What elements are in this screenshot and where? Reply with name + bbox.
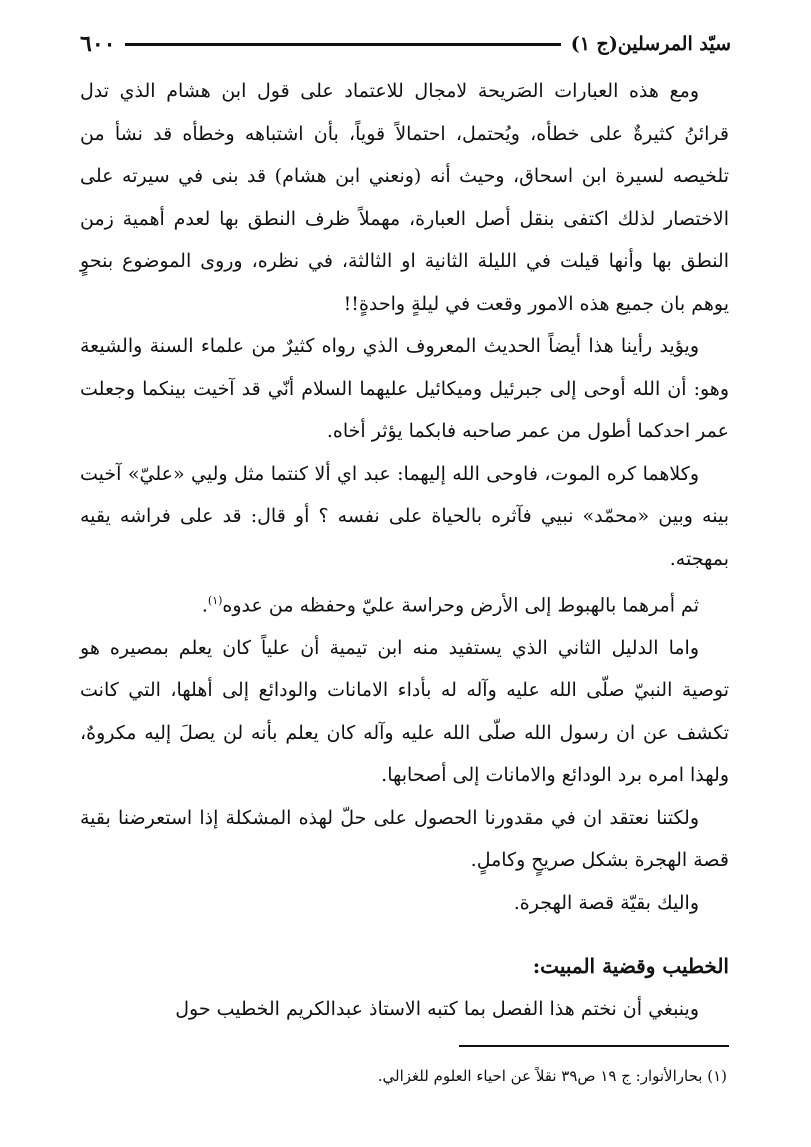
- section-title: الخطيب وقضية المبيت:: [532, 954, 729, 978]
- paragraph-4-text: ثم أمرهما بالهبوط إلى الأرض وحراسة عليّ وحفظه من عدوه: [222, 594, 699, 617]
- page-header: [80, 26, 731, 62]
- paragraph-5: واما الدليل الثاني الذي يستفيد منه ابن تيمية أن علياً كان يعلم بمصيره هو توصية النبيّ صلّى الله عليه وآله له بأداء الامانات والودائع إلى أهلها، التي كانت تكشف عن ان رسول الله صلّى الله عليه وآله كان يعلم بأنه لن يصلَ إليه مكروهٌ، ولهذا امره برد الودائع والامانات إلى أصحابها.: [80, 636, 729, 787]
- paragraph-4: [80, 580, 729, 627]
- paragraph-7: واليك بقيّة قصة الهجرة.: [513, 891, 699, 914]
- header-rule: [125, 43, 560, 46]
- paragraph-2: ويؤيد رأينا هذا أيضاً الحديث المعروف الذي رواه كثيرٌ من علماء السنة والشيعة وهو: أن الله أوحى إلى جبرئيل وميكائيل عليهما السلام أنّي قد آخيت بينكما وجعلت عمر احدكما أطول من عمر صاحبه فابكما يؤثر أخاه.: [80, 335, 729, 442]
- page-number: ٦٠٠: [80, 31, 116, 57]
- running-title: سيّد المرسلين(ج ١): [570, 33, 731, 55]
- paragraph-4-period: .: [201, 594, 208, 617]
- paragraph-1: ومع هذه العبارات الصَريحة لامجال للاعتماد على قول ابن هشام الذي تدل قرائنُ كثيرةٌ على خطأه، ويُحتمل، احتمالاً قوياً، بأن اشتباهه وخطأه قد نشأ من تلخيصه لسيرة ابن اسحاق، وحيث أنه (ونعني ابن هشام) قد بنى في سيرته على الاختصار لذلك اكتفى بنقل أصل العبارة، مهملاً ظرف النطق بها لعدم أهمية زمن النطق بها وأنها قيلت في الليلة الثانية او الثالثة، في نظره، وروى الموضوع بنحوٍ يوهم بان جميع هذه الامور وقعت في ليلةٍ واحدةٍ!!: [80, 80, 729, 315]
- paragraph-3: وكلاهما كره الموت، فاوحى الله إليهما: عبد اي ألا كنتما مثل وليي «عليّ» آخيت بينه وبين «محمّد» نبيي فآثره بالحياة على نفسه ؟ أو قال: قد على فراشه يقيه بمهجته.: [80, 462, 729, 570]
- main-text: [80, 70, 729, 924]
- section-paragraph: وينبغي أن نختم هذا الفصل بما كتبه الاستاذ عبدالكريم الخطيب حول: [175, 998, 699, 1020]
- paragraph-6: ولكتنا نعتقد ان في مقدورنا الحصول على حلّ لهذه المشكلة إذا استعرضنا بقية قصة الهجرة بشكل صريحٍ وكاملٍ.: [80, 806, 729, 872]
- footnote: (١) بحارالأنوار: ج ١٩ ص٣٩ نقلاً عن احياء العلوم للغزالي.: [377, 1067, 727, 1085]
- footnote-reference: (١): [207, 594, 223, 607]
- footnote-divider: [459, 1045, 729, 1047]
